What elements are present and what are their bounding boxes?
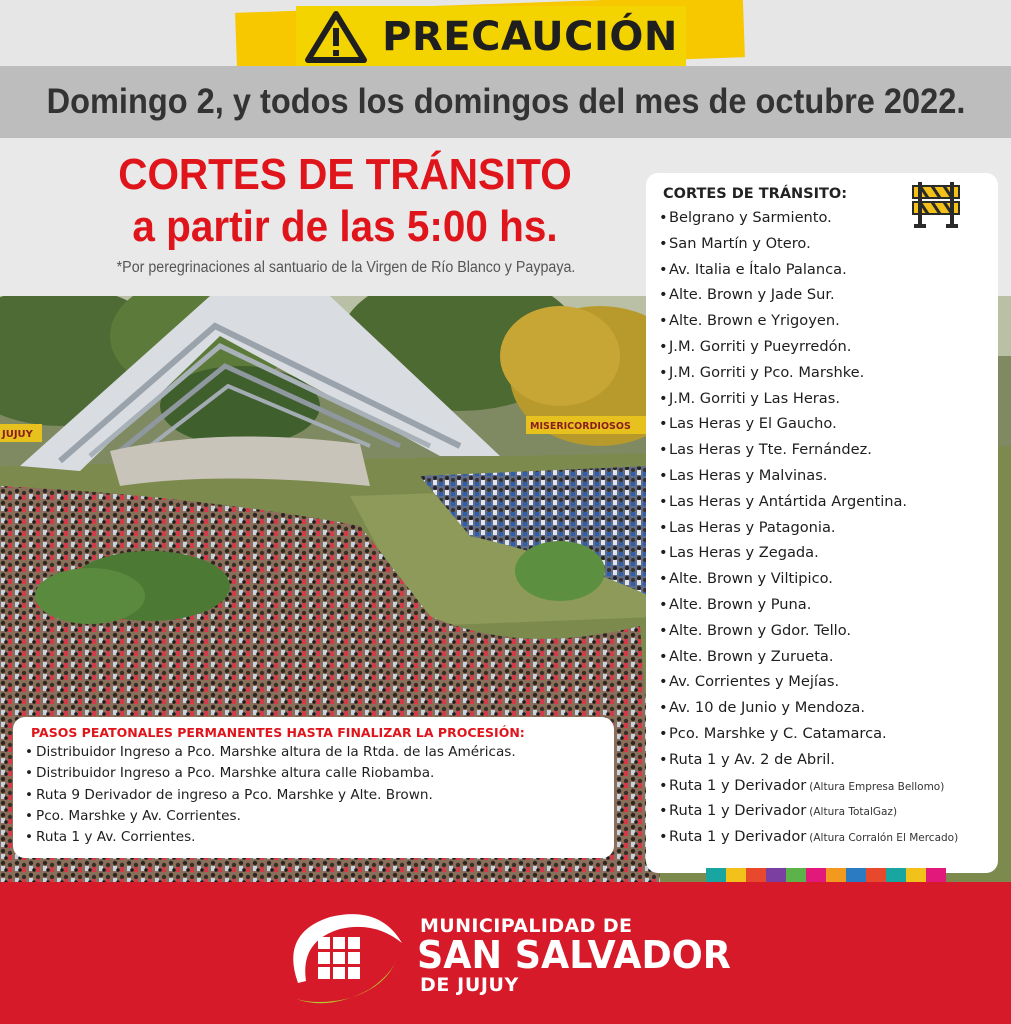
bullet: •	[659, 647, 668, 665]
bullet: •	[659, 492, 668, 510]
cortes-item	[659, 644, 986, 670]
bullet: •	[659, 802, 668, 820]
cortes-item-text: Alte. Brown y Zurueta.	[669, 647, 834, 665]
bullet: •	[659, 595, 668, 613]
date-band	[0, 66, 1011, 138]
pilgrimage-note: *Por peregrinaciones al santuario de la Virgen de Río Blanco y Paypaya.	[116, 259, 576, 276]
cortes-item-text: J.M. Gorriti y Las Heras.	[669, 389, 840, 407]
cortes-item	[659, 824, 986, 850]
bullet: •	[659, 441, 668, 459]
cortes-item-text: Av. Italia e Ítalo Palanca.	[669, 260, 847, 278]
bullet: •	[659, 518, 668, 536]
cortes-item	[659, 592, 986, 618]
banner-left-text: JUJUY	[2, 429, 33, 440]
headline	[60, 150, 630, 254]
cortes-item	[659, 695, 986, 721]
cortes-item-text: Alte. Brown y Gdor. Tello.	[669, 621, 852, 639]
headline-line1: CORTES DE TRÁNSITO	[118, 150, 572, 199]
cortes-item-text: Ruta 1 y Derivador	[669, 802, 807, 820]
cortes-item-text: Alte. Brown e Yrigoyen.	[669, 312, 840, 330]
cortes-item	[659, 282, 986, 308]
cortes-item	[659, 773, 986, 799]
cortes-item	[659, 721, 986, 747]
pasos-item-text: Distribuidor Ingreso a Pco. Marshke altura calle Riobamba.	[36, 765, 435, 782]
cortes-item	[659, 386, 986, 412]
pasos-item	[25, 827, 602, 848]
cortes-item-text: Ruta 1 y Av. 2 de Abril.	[669, 750, 835, 768]
bullet: •	[659, 673, 668, 691]
cortes-item-text: San Martín y Otero.	[669, 234, 811, 252]
bullet: •	[25, 807, 34, 824]
bullet: •	[659, 234, 668, 252]
cortes-item	[659, 747, 986, 773]
bullet: •	[25, 765, 34, 782]
bullet: •	[659, 312, 668, 330]
cortes-item-text: Alte. Brown y Jade Sur.	[669, 286, 835, 304]
cortes-item	[659, 308, 986, 334]
cortes-item	[659, 231, 986, 257]
pasos-item-text: Ruta 9 Derivador de ingreso a Pco. Marshke y Alte. Brown.	[36, 786, 433, 803]
cortes-item-text: Ruta 1 y Derivador	[669, 776, 807, 794]
pasos-title: PASOS PEATONALES PERMANENTES HASTA FINALIZAR LA PROCESIÓN:	[31, 725, 525, 740]
cortes-item-text: Belgrano y Sarmiento.	[669, 209, 832, 226]
cortes-title: CORTES DE TRÁNSITO:	[663, 186, 848, 202]
pasos-card	[13, 717, 614, 858]
cortes-card	[646, 173, 998, 873]
bullet: •	[659, 828, 668, 846]
pasos-item-text: Distribuidor Ingreso a Pco. Marshke altura de la Rtda. de las Américas.	[36, 744, 516, 760]
footer-line2: SAN SALVADOR	[417, 933, 731, 977]
bullet: •	[25, 744, 34, 760]
bullet: •	[659, 209, 668, 226]
banner-right-text: MISERICORDIOSOS	[530, 421, 631, 432]
bullet: •	[659, 544, 668, 562]
footer-line3: DE JUJUY	[420, 974, 519, 996]
pasos-item-text: Ruta 1 y Av. Corrientes.	[36, 829, 196, 846]
headline-line2: a partir de las 5:00 hs.	[132, 202, 558, 251]
cortes-list	[659, 205, 986, 850]
road-barrier-icon	[912, 182, 960, 228]
cortes-item	[659, 669, 986, 695]
cortes-item-note: (Altura Empresa Bellomo)	[809, 780, 945, 793]
bullet: •	[659, 776, 668, 794]
bullet: •	[25, 786, 34, 803]
bullet: •	[659, 389, 668, 407]
cortes-item-note: (Altura Corralón El Mercado)	[809, 832, 959, 845]
bullet: •	[659, 570, 668, 588]
cortes-item	[659, 489, 986, 515]
cortes-item-text: J.M. Gorriti y Pueyrredón.	[669, 337, 852, 355]
bullet: •	[659, 286, 668, 304]
cortes-item	[659, 515, 986, 541]
pasos-list	[25, 742, 602, 848]
municipality-logo-icon	[280, 903, 410, 1013]
bullet: •	[659, 337, 668, 355]
footer-line1: MUNICIPALIDAD DE	[420, 915, 633, 937]
cortes-item	[659, 334, 986, 360]
bullet: •	[659, 466, 668, 484]
cortes-item-text: Las Heras y Patagonia.	[669, 518, 836, 536]
cortes-item-text: Alte. Brown y Viltipico.	[669, 570, 833, 588]
cortes-item-text: Av. 10 de Junio y Mendoza.	[669, 699, 865, 717]
cortes-item-text: Las Heras y Tte. Fernández.	[669, 441, 872, 459]
pasos-item	[25, 763, 602, 784]
cortes-item	[659, 540, 986, 566]
cortes-item-text: Pco. Marshke y C. Catamarca.	[669, 724, 887, 742]
bullet: •	[659, 260, 668, 278]
cortes-item	[659, 257, 986, 283]
pasos-item	[25, 785, 602, 806]
cortes-item	[659, 437, 986, 463]
cortes-item-text: J.M. Gorriti y Pco. Marshke.	[669, 363, 865, 381]
bullet: •	[659, 750, 668, 768]
cortes-item-text: Ruta 1 y Derivador	[669, 828, 807, 846]
cortes-item-text: Alte. Brown y Puna.	[669, 595, 812, 613]
pasos-item	[25, 742, 602, 763]
bullet: •	[659, 363, 668, 381]
badge-front	[296, 6, 686, 68]
cortes-item-text: Av. Corrientes y Mejías.	[669, 673, 840, 691]
cortes-item-note: (Altura TotalGaz)	[809, 806, 898, 819]
cortes-item-text: Las Heras y Malvinas.	[669, 466, 828, 484]
cortes-item-text: Las Heras y Antártida Argentina.	[669, 492, 908, 510]
cortes-item	[659, 463, 986, 489]
warning-triangle-icon	[304, 10, 368, 64]
bullet: •	[659, 699, 668, 717]
cortes-item	[659, 411, 986, 437]
cortes-item	[659, 618, 986, 644]
bullet: •	[659, 415, 668, 433]
cortes-item-text: Las Heras y El Gaucho.	[669, 415, 837, 433]
bullet: •	[659, 724, 668, 742]
cortes-item	[659, 566, 986, 592]
date-line: Domingo 2, y todos los domingos del mes de octubre 2022.	[46, 82, 965, 121]
pasos-item-text: Pco. Marshke y Av. Corrientes.	[36, 807, 241, 824]
bullet: •	[25, 829, 34, 846]
cortes-item	[659, 360, 986, 386]
cortes-item-text: Las Heras y Zegada.	[669, 544, 819, 562]
bullet: •	[659, 621, 668, 639]
pasos-item	[25, 806, 602, 827]
cortes-item	[659, 798, 986, 824]
badge-title: PRECAUCIÓN	[382, 14, 678, 60]
precaution-badge	[236, 0, 744, 76]
